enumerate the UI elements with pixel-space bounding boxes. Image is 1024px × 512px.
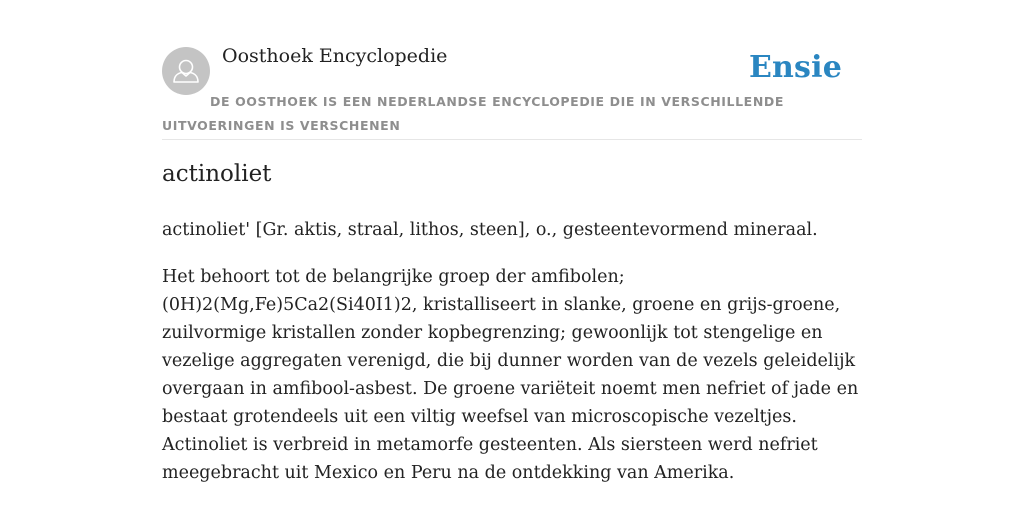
article-body: Het behoort tot de belangrijke groep der amfibolen; (0H)2(Mg,Fe)5Ca2(Si40I1)2, kristalliseert in slanke, groene en grijs-groene, zuilvormige kristallen zonder kopbegrenzing; gewoonlijk tot stengelige en vezelige aggregaten verenigd, die bij dunner worden van de vezels geleidelijk overgaan in amfibool-asbest. De groene variëteit noemt men nefriet of jade en bestaat grotendeels uit een viltig weefsel van microscopische vezeltjes. Actinoliet is verbreid in metamorfe gesteenten. Als siersteen werd nefriet meegebracht uit Mexico en Peru na de ontdekking van Amerika. (162, 267, 859, 483)
site-tagline: DE OOSTHOEK IS EEN NEDERLANDSE ENCYCLOPEDIE DIE IN VERSCHILLENDE UITVOERINGEN IS VERSCHENEN (162, 94, 784, 133)
user-silhouette-icon (162, 47, 210, 95)
user-avatar-icon[interactable] (162, 47, 210, 95)
article-title: actinoliet (162, 161, 272, 187)
brand-logo-link[interactable]: Ensie (748, 50, 842, 85)
site-header (162, 0, 862, 140)
site-name[interactable]: Oosthoek Encyclopedie (222, 45, 448, 67)
article-lead: actinoliet' [Gr. aktis, straal, lithos, steen], o., gesteentevormend mineraal. (162, 220, 818, 240)
page (162, 0, 862, 483)
